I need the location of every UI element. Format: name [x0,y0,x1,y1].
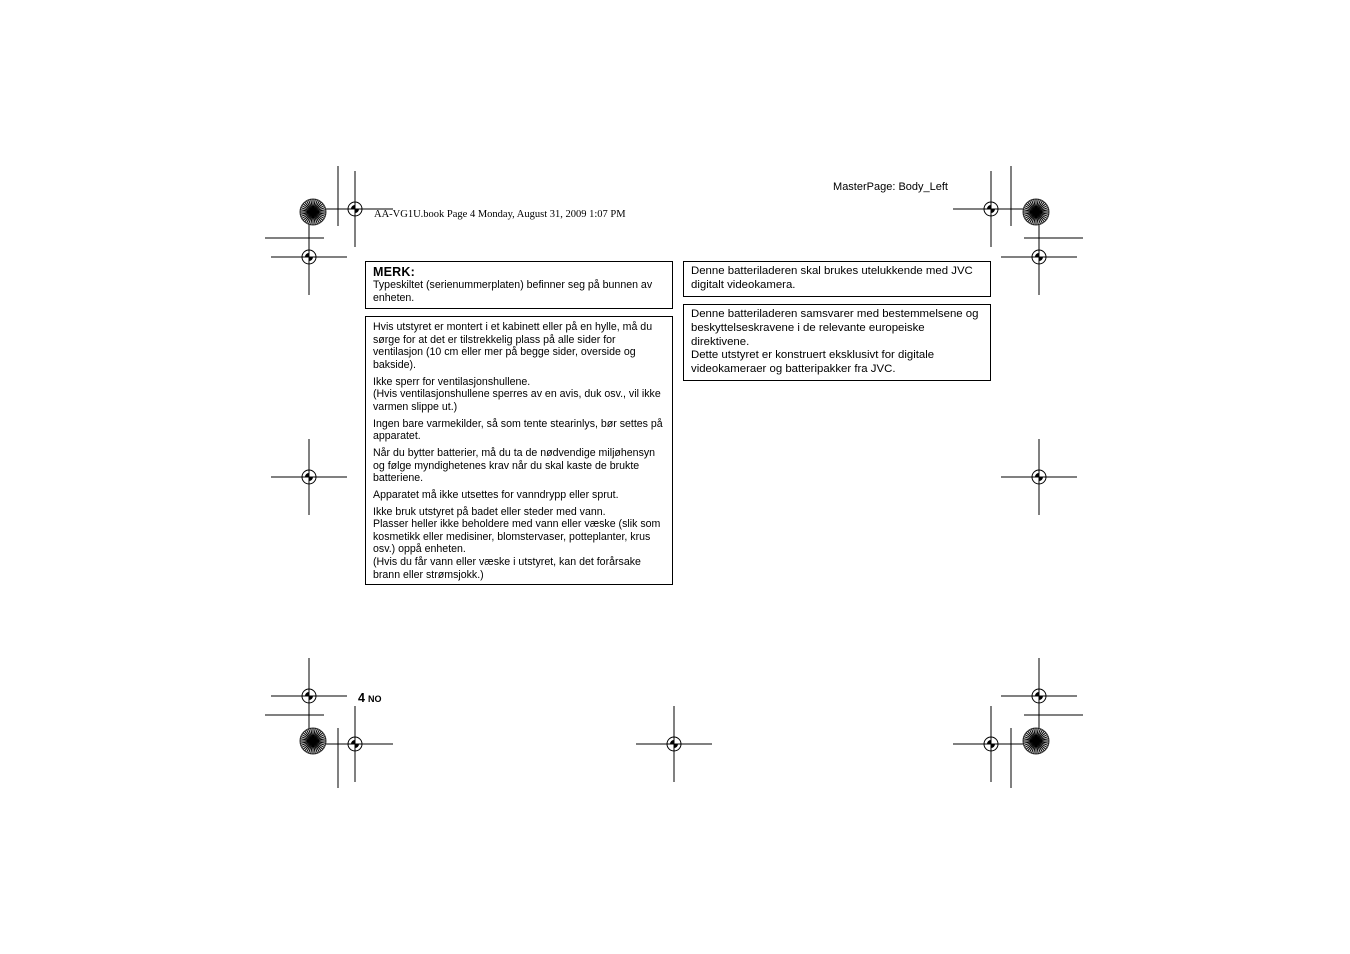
usage-box [683,261,991,297]
safety-paragraph: Ikke sperr for ventilasjonshullene. (Hvis ventilasjonshullene sperres av en avis, duk osv., vil ikke varmen slippe ut.) [373,375,661,413]
note-box [365,261,673,309]
master-page-label: MasterPage: Body_Left [833,181,948,193]
conformity-paragraph: Dette utstyret er konstruert eksklusivt for digitale videokameraer og batteripakker fra JVC. [691,349,935,376]
conformity-box [683,304,991,381]
book-info-line: AA-VG1U.book Page 4 Monday, August 31, 2009 1:07 PM [374,209,626,220]
page-number-value: 4 [358,691,365,705]
language-code: NO [367,694,382,704]
note-text: Typeskiltet (serienummerplaten) befinner seg på bunnen av enheten. [373,279,653,304]
safety-box [365,316,673,585]
safety-paragraph: Når du bytter batterier, må du ta de nødvendige miljøhensyn og følge myndighetenes krav når du skal kaste de brukte batteriene. [373,446,656,485]
safety-paragraph: Ikke bruk utstyret på badet eller steder med vann. Plasser heller ikke beholdere med vann eller væske (slik som kosmetikk eller medisiner, blomstervaser, potteplanter, krus osv.) oppå enheten. (Hvis du får vann eller væske i utstyret, kan det forårsake brann eller strømsjokk.) [373,505,661,581]
page-number [358,691,381,705]
safety-paragraph: Apparatet må ikke utsettes for vanndrypp eller sprut. [373,488,619,501]
note-title: MERK: [373,265,415,279]
conformity-paragraph: Denne batteriladeren samsvarer med bestemmelsene og beskyttelseskravene i de relevante europeiske direktivene. [691,308,979,348]
usage-text: Denne batteriladeren skal brukes utelukkende med JVC digitalt videokamera. [691,265,973,291]
safety-paragraph: Ingen bare varmekilder, så som tente stearinlys, bør settes på apparatet. [373,417,663,443]
safety-paragraph: Hvis utstyret er montert i et kabinett eller på en hylle, må du sørge for at det er tilstrekkelig plass på alle sider for ventilasjon (10 cm eller mer på begge sider, overside og bakside). [373,321,653,371]
